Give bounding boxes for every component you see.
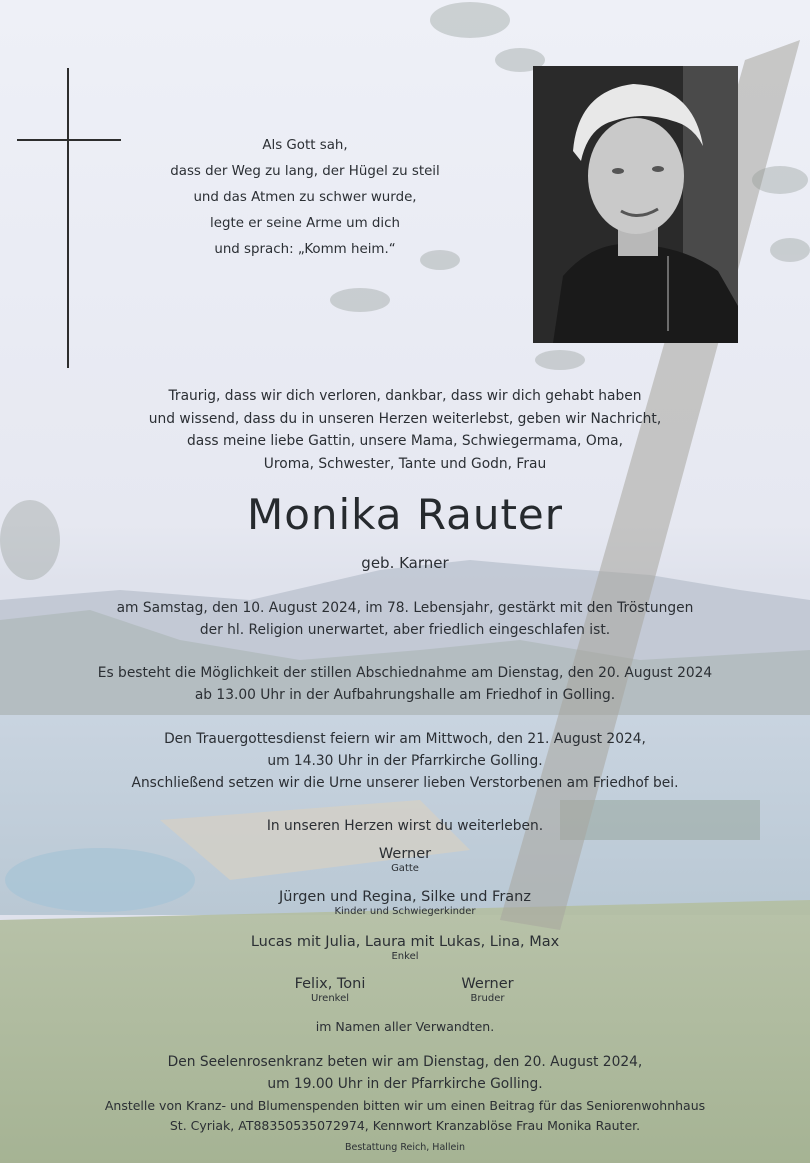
poem-line: und sprach: „Komm heim.“: [214, 242, 396, 257]
rosary-line: Den Seelenrosenkranz beten wir am Dienstag, den 20. August 2024,: [167, 1054, 643, 1070]
donation-line: Anstelle von Kranz- und Blumenspenden bitten wir um einen Beitrag für das Seniorenwohnhaus: [104, 1098, 706, 1113]
rosary-line: um 19.00 Uhr in der Pfarrkirche Golling.: [267, 1076, 543, 1092]
mourner-role: Enkel: [391, 951, 419, 962]
mourner-names: Felix, Toni: [294, 976, 366, 992]
death-notice-line: am Samstag, den 10. August 2024, im 78. Lebensjahr, gestärkt mit den Tröstungen: [116, 600, 694, 616]
service-line: um 14.30 Uhr in der Pfarrkirche Golling.: [267, 753, 543, 769]
poem-line: und das Atmen zu schwer wurde,: [193, 190, 417, 205]
mourner-names: Jürgen und Regina, Silke und Franz: [279, 889, 531, 905]
mourner-names: Werner: [378, 846, 432, 862]
death-notice-line: der hl. Religion unerwartet, aber friedlich eingeschlafen ist.: [199, 622, 611, 638]
poem: [120, 133, 490, 263]
service-line: Anschließend setzen wir die Urne unserer lieben Verstorbenen am Friedhof bei.: [131, 775, 679, 791]
poem-line: legte er seine Arme um dich: [210, 216, 400, 231]
undertaker-credit: Bestattung Reich, Hallein: [344, 1142, 466, 1153]
intro-text: [40, 385, 770, 475]
farewell-notice: [20, 662, 790, 706]
service-line: Den Trauergottesdienst feiern wir am Mittwoch, den 21. August 2024,: [164, 731, 646, 747]
relatives-line: im Namen aller Verwandten.: [315, 1019, 495, 1034]
hearts-line: In unseren Herzen wirst du weiterleben.: [266, 818, 544, 834]
mourner-grandchildren: [105, 933, 705, 963]
rosary-notice: [20, 1051, 790, 1095]
intro-line: Uroma, Schwester, Tante und Godn, Frau: [263, 455, 547, 472]
service-notice: [20, 728, 790, 794]
birth-name: geb. Karner: [361, 554, 449, 572]
death-notice: [20, 597, 790, 641]
cross-icon-horizontal: [17, 139, 121, 141]
mourner-children: [105, 888, 705, 918]
mourner-brother: [400, 975, 575, 1005]
mourner-names: Lucas mit Julia, Laura mit Lukas, Lina, Max: [250, 934, 560, 950]
mourner-spouse: [205, 845, 605, 875]
mourner-role: Urenkel: [310, 993, 350, 1004]
donation-line: St. Cyriak, AT88350535072974, Kennwort Kranzablöse Frau Monika Rauter.: [169, 1118, 641, 1133]
donation-notice: [20, 1096, 790, 1136]
mourner-role: Bruder: [470, 993, 505, 1004]
intro-line: und wissend, dass du in unseren Herzen weiterlebst, geben wir Nachricht,: [148, 410, 662, 427]
mourner-names: Werner: [461, 976, 514, 992]
mourner-role: Gatte: [391, 863, 419, 874]
poem-line: Als Gott sah,: [262, 138, 348, 153]
cross-icon-vertical: [67, 68, 69, 368]
mourner-role: Kinder und Schwiegerkinder: [334, 906, 476, 917]
poem-line: dass der Weg zu lang, der Hügel zu steil: [170, 164, 440, 179]
intro-line: dass meine liebe Gattin, unsere Mama, Schwiegermama, Oma,: [187, 433, 623, 449]
portrait-photo: [533, 66, 738, 343]
farewell-line: ab 13.00 Uhr in der Aufbahrungshalle am Friedhof in Golling.: [194, 687, 616, 703]
intro-line: Traurig, dass wir dich verloren, dankbar, dass wir dich gehabt haben: [168, 388, 642, 404]
farewell-line: Es besteht die Möglichkeit der stillen Abschiednahme am Dienstag, den 20. August 2024: [97, 665, 713, 681]
deceased-name: Monika Rauter: [246, 490, 564, 539]
